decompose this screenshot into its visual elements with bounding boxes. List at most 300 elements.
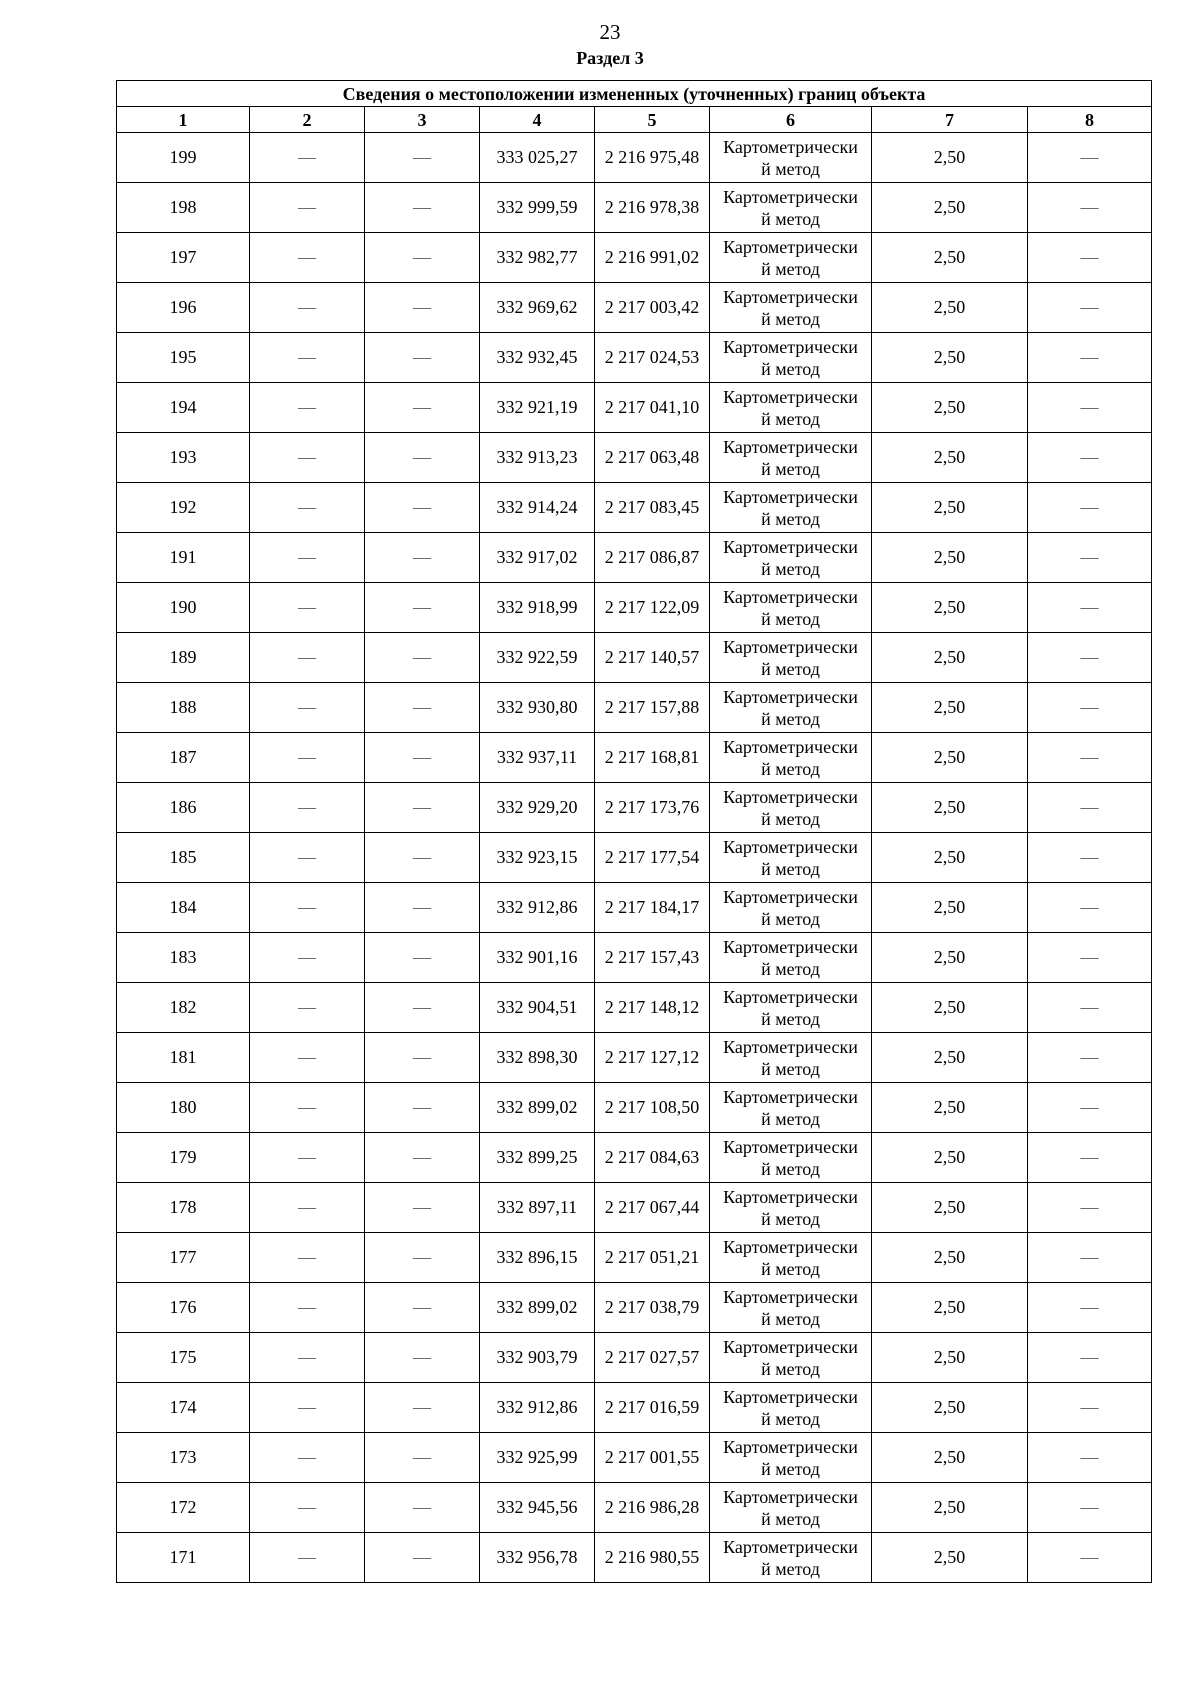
precision-cell: 2,50 bbox=[872, 183, 1028, 233]
empty-value-cell: — bbox=[365, 333, 480, 383]
method-line: й метод bbox=[761, 1508, 820, 1529]
method-line: й метод bbox=[761, 1308, 820, 1329]
empty-value-cell: — bbox=[250, 1283, 365, 1333]
coordinate-x-cell: 332 929,20 bbox=[480, 783, 595, 833]
empty-value-cell: — bbox=[1028, 733, 1152, 783]
method-line: Картометрически bbox=[723, 486, 858, 507]
column-header-row bbox=[117, 107, 1152, 133]
empty-value-cell: — bbox=[365, 833, 480, 883]
point-number-cell: 199 bbox=[117, 133, 250, 183]
table-row bbox=[117, 1283, 1152, 1333]
empty-value-cell: — bbox=[1028, 683, 1152, 733]
coordinate-x-cell: 332 922,59 bbox=[480, 633, 595, 683]
method-line: Картометрически bbox=[723, 1236, 858, 1257]
point-number-cell: 173 bbox=[117, 1433, 250, 1483]
table-row bbox=[117, 333, 1152, 383]
empty-value-cell: — bbox=[365, 533, 480, 583]
coordinate-x-cell: 332 918,99 bbox=[480, 583, 595, 633]
method-cell bbox=[710, 833, 872, 883]
coordinate-y-cell: 2 217 157,43 bbox=[595, 933, 710, 983]
empty-value-cell: — bbox=[365, 733, 480, 783]
empty-value-cell: — bbox=[1028, 833, 1152, 883]
method-line: Картометрически bbox=[723, 636, 858, 657]
method-cell bbox=[710, 233, 872, 283]
precision-cell: 2,50 bbox=[872, 533, 1028, 583]
method-line: Картометрически bbox=[723, 536, 858, 557]
method-cell bbox=[710, 283, 872, 333]
empty-value-cell: — bbox=[365, 1283, 480, 1333]
empty-value-cell: — bbox=[1028, 583, 1152, 633]
method-line: й метод bbox=[761, 408, 820, 429]
empty-value-cell: — bbox=[250, 133, 365, 183]
method-line: Картометрически bbox=[723, 336, 858, 357]
method-line: й метод bbox=[761, 458, 820, 479]
page-number: 23 bbox=[599, 20, 621, 44]
empty-value-cell: — bbox=[1028, 1283, 1152, 1333]
coordinate-y-cell: 2 217 038,79 bbox=[595, 1283, 710, 1333]
column-header: 6 bbox=[710, 107, 872, 133]
table-row bbox=[117, 233, 1152, 283]
method-cell bbox=[710, 1083, 872, 1133]
coordinate-x-cell: 332 923,15 bbox=[480, 833, 595, 883]
empty-value-cell: — bbox=[250, 1033, 365, 1083]
precision-cell: 2,50 bbox=[872, 1033, 1028, 1083]
table-row bbox=[117, 683, 1152, 733]
method-line: й метод bbox=[761, 158, 820, 179]
empty-value-cell: — bbox=[250, 1083, 365, 1133]
empty-value-cell: — bbox=[1028, 1533, 1152, 1583]
method-cell bbox=[710, 1133, 872, 1183]
empty-value-cell: — bbox=[1028, 783, 1152, 833]
point-number-cell: 175 bbox=[117, 1333, 250, 1383]
method-cell bbox=[710, 183, 872, 233]
method-line: Картометрически bbox=[723, 936, 858, 957]
point-number-cell: 185 bbox=[117, 833, 250, 883]
coordinate-x-cell: 332 956,78 bbox=[480, 1533, 595, 1583]
method-line: й метод bbox=[761, 358, 820, 379]
method-line: Картометрически bbox=[723, 236, 858, 257]
empty-value-cell: — bbox=[1028, 183, 1152, 233]
empty-value-cell: — bbox=[250, 433, 365, 483]
precision-cell: 2,50 bbox=[872, 1283, 1028, 1333]
table-row bbox=[117, 783, 1152, 833]
table-row bbox=[117, 533, 1152, 583]
table-row bbox=[117, 1133, 1152, 1183]
coordinate-x-cell: 332 912,86 bbox=[480, 883, 595, 933]
point-number-cell: 181 bbox=[117, 1033, 250, 1083]
method-cell bbox=[710, 733, 872, 783]
precision-cell: 2,50 bbox=[872, 1433, 1028, 1483]
method-line: Картометрически bbox=[723, 186, 858, 207]
method-cell bbox=[710, 933, 872, 983]
empty-value-cell: — bbox=[1028, 1083, 1152, 1133]
empty-value-cell: — bbox=[250, 533, 365, 583]
empty-value-cell: — bbox=[1028, 533, 1152, 583]
table-row bbox=[117, 283, 1152, 333]
coordinate-y-cell: 2 217 122,09 bbox=[595, 583, 710, 633]
point-number-cell: 182 bbox=[117, 983, 250, 1033]
method-line: й метод bbox=[761, 658, 820, 679]
coordinate-y-cell: 2 217 148,12 bbox=[595, 983, 710, 1033]
table-row bbox=[117, 1033, 1152, 1083]
coordinate-y-cell: 2 217 063,48 bbox=[595, 433, 710, 483]
coordinate-y-cell: 2 217 001,55 bbox=[595, 1433, 710, 1483]
point-number-cell: 194 bbox=[117, 383, 250, 433]
method-line: й метод bbox=[761, 208, 820, 229]
empty-value-cell: — bbox=[365, 1433, 480, 1483]
coordinate-y-cell: 2 216 978,38 bbox=[595, 183, 710, 233]
empty-value-cell: — bbox=[1028, 283, 1152, 333]
method-line: й метод bbox=[761, 758, 820, 779]
method-cell bbox=[710, 1383, 872, 1433]
table-row bbox=[117, 733, 1152, 783]
table-caption: Сведения о местоположении измененных (уточненных) границ объекта bbox=[117, 81, 1152, 107]
method-cell bbox=[710, 483, 872, 533]
table-row bbox=[117, 633, 1152, 683]
empty-value-cell: — bbox=[365, 1133, 480, 1183]
table-row bbox=[117, 833, 1152, 883]
precision-cell: 2,50 bbox=[872, 283, 1028, 333]
precision-cell: 2,50 bbox=[872, 933, 1028, 983]
empty-value-cell: — bbox=[250, 683, 365, 733]
table-row bbox=[117, 933, 1152, 983]
precision-cell: 2,50 bbox=[872, 633, 1028, 683]
coordinate-x-cell: 332 930,80 bbox=[480, 683, 595, 733]
coordinate-y-cell: 2 216 986,28 bbox=[595, 1483, 710, 1533]
point-number-cell: 176 bbox=[117, 1283, 250, 1333]
empty-value-cell: — bbox=[365, 1033, 480, 1083]
precision-cell: 2,50 bbox=[872, 483, 1028, 533]
coordinate-x-cell: 332 898,30 bbox=[480, 1033, 595, 1083]
precision-cell: 2,50 bbox=[872, 1133, 1028, 1183]
coordinate-x-cell: 332 925,99 bbox=[480, 1433, 595, 1483]
column-header: 8 bbox=[1028, 107, 1152, 133]
empty-value-cell: — bbox=[250, 1483, 365, 1533]
method-line: й метод bbox=[761, 558, 820, 579]
precision-cell: 2,50 bbox=[872, 133, 1028, 183]
method-cell bbox=[710, 333, 872, 383]
precision-cell: 2,50 bbox=[872, 783, 1028, 833]
column-header: 2 bbox=[250, 107, 365, 133]
precision-cell: 2,50 bbox=[872, 583, 1028, 633]
method-line: Картометрически bbox=[723, 1336, 858, 1357]
coordinate-x-cell: 332 914,24 bbox=[480, 483, 595, 533]
method-line: й метод bbox=[761, 708, 820, 729]
table-row bbox=[117, 583, 1152, 633]
table-row bbox=[117, 383, 1152, 433]
empty-value-cell: — bbox=[365, 1533, 480, 1583]
table-row bbox=[117, 483, 1152, 533]
method-line: й метод bbox=[761, 908, 820, 929]
point-number-cell: 192 bbox=[117, 483, 250, 533]
empty-value-cell: — bbox=[1028, 1133, 1152, 1183]
point-number-cell: 183 bbox=[117, 933, 250, 983]
coordinate-x-cell: 332 903,79 bbox=[480, 1333, 595, 1383]
empty-value-cell: — bbox=[250, 1233, 365, 1283]
empty-value-cell: — bbox=[1028, 883, 1152, 933]
method-line: й метод bbox=[761, 808, 820, 829]
coordinate-y-cell: 2 217 051,21 bbox=[595, 1233, 710, 1283]
empty-value-cell: — bbox=[1028, 133, 1152, 183]
empty-value-cell: — bbox=[1028, 1233, 1152, 1283]
empty-value-cell: — bbox=[250, 483, 365, 533]
empty-value-cell: — bbox=[250, 1333, 365, 1383]
point-number-cell: 178 bbox=[117, 1183, 250, 1233]
coordinate-x-cell: 332 899,02 bbox=[480, 1283, 595, 1333]
precision-cell: 2,50 bbox=[872, 433, 1028, 483]
empty-value-cell: — bbox=[250, 583, 365, 633]
method-line: Картометрически bbox=[723, 1186, 858, 1207]
empty-value-cell: — bbox=[365, 1333, 480, 1383]
method-line: Картометрически bbox=[723, 1286, 858, 1307]
method-cell bbox=[710, 1433, 872, 1483]
point-number-cell: 190 bbox=[117, 583, 250, 633]
table-row bbox=[117, 133, 1152, 183]
method-cell bbox=[710, 133, 872, 183]
method-line: Картометрически bbox=[723, 1036, 858, 1057]
method-cell bbox=[710, 383, 872, 433]
method-cell bbox=[710, 1483, 872, 1533]
coordinate-y-cell: 2 216 991,02 bbox=[595, 233, 710, 283]
method-line: й метод bbox=[761, 508, 820, 529]
method-line: Картометрически bbox=[723, 1386, 858, 1407]
method-line: й метод bbox=[761, 958, 820, 979]
method-line: Картометрически bbox=[723, 436, 858, 457]
method-line: й метод bbox=[761, 1058, 820, 1079]
coordinate-x-cell: 332 897,11 bbox=[480, 1183, 595, 1233]
empty-value-cell: — bbox=[250, 233, 365, 283]
column-header: 5 bbox=[595, 107, 710, 133]
column-header: 7 bbox=[872, 107, 1028, 133]
method-line: Картометрически bbox=[723, 836, 858, 857]
empty-value-cell: — bbox=[365, 983, 480, 1033]
point-number-cell: 172 bbox=[117, 1483, 250, 1533]
empty-value-cell: — bbox=[365, 1483, 480, 1533]
method-cell bbox=[710, 1533, 872, 1583]
coordinate-y-cell: 2 217 027,57 bbox=[595, 1333, 710, 1383]
precision-cell: 2,50 bbox=[872, 833, 1028, 883]
coordinate-y-cell: 2 217 140,57 bbox=[595, 633, 710, 683]
method-line: й метод bbox=[761, 258, 820, 279]
coordinate-x-cell: 332 912,86 bbox=[480, 1383, 595, 1433]
coordinate-x-cell: 332 904,51 bbox=[480, 983, 595, 1033]
method-cell bbox=[710, 1033, 872, 1083]
precision-cell: 2,50 bbox=[872, 983, 1028, 1033]
coordinate-x-cell: 332 901,16 bbox=[480, 933, 595, 983]
coordinate-x-cell: 332 932,45 bbox=[480, 333, 595, 383]
point-number-cell: 177 bbox=[117, 1233, 250, 1283]
empty-value-cell: — bbox=[365, 933, 480, 983]
empty-value-cell: — bbox=[250, 283, 365, 333]
precision-cell: 2,50 bbox=[872, 683, 1028, 733]
point-number-cell: 180 bbox=[117, 1083, 250, 1133]
table-row bbox=[117, 1533, 1152, 1583]
method-cell bbox=[710, 783, 872, 833]
precision-cell: 2,50 bbox=[872, 1383, 1028, 1433]
method-line: й метод bbox=[761, 1008, 820, 1029]
point-number-cell: 184 bbox=[117, 883, 250, 933]
method-line: Картометрически bbox=[723, 886, 858, 907]
empty-value-cell: — bbox=[250, 183, 365, 233]
empty-value-cell: — bbox=[365, 483, 480, 533]
precision-cell: 2,50 bbox=[872, 1183, 1028, 1233]
coordinate-y-cell: 2 217 108,50 bbox=[595, 1083, 710, 1133]
method-line: Картометрически bbox=[723, 386, 858, 407]
coordinate-y-cell: 2 216 980,55 bbox=[595, 1533, 710, 1583]
method-cell bbox=[710, 633, 872, 683]
precision-cell: 2,50 bbox=[872, 333, 1028, 383]
empty-value-cell: — bbox=[250, 333, 365, 383]
method-line: й метод bbox=[761, 1108, 820, 1129]
method-line: й метод bbox=[761, 1208, 820, 1229]
point-number-cell: 191 bbox=[117, 533, 250, 583]
coordinate-y-cell: 2 217 127,12 bbox=[595, 1033, 710, 1083]
point-number-cell: 186 bbox=[117, 783, 250, 833]
empty-value-cell: — bbox=[1028, 933, 1152, 983]
method-cell bbox=[710, 683, 872, 733]
table-row bbox=[117, 1483, 1152, 1533]
table-row bbox=[117, 983, 1152, 1033]
point-number-cell: 193 bbox=[117, 433, 250, 483]
empty-value-cell: — bbox=[1028, 333, 1152, 383]
precision-cell: 2,50 bbox=[872, 1083, 1028, 1133]
method-line: й метод bbox=[761, 608, 820, 629]
method-line: й метод bbox=[761, 1558, 820, 1579]
method-line: Картометрически bbox=[723, 736, 858, 757]
empty-value-cell: — bbox=[1028, 433, 1152, 483]
empty-value-cell: — bbox=[365, 433, 480, 483]
empty-value-cell: — bbox=[1028, 1033, 1152, 1083]
empty-value-cell: — bbox=[365, 633, 480, 683]
precision-cell: 2,50 bbox=[872, 233, 1028, 283]
coordinate-y-cell: 2 217 173,76 bbox=[595, 783, 710, 833]
empty-value-cell: — bbox=[365, 283, 480, 333]
coordinate-x-cell: 332 913,23 bbox=[480, 433, 595, 483]
coordinate-x-cell: 333 025,27 bbox=[480, 133, 595, 183]
method-line: й метод bbox=[761, 308, 820, 329]
section-title: Раздел 3 bbox=[576, 48, 644, 68]
coordinate-y-cell: 2 217 016,59 bbox=[595, 1383, 710, 1433]
method-line: Картометрически bbox=[723, 986, 858, 1007]
method-line: Картометрически bbox=[723, 286, 858, 307]
coordinate-y-cell: 2 216 975,48 bbox=[595, 133, 710, 183]
empty-value-cell: — bbox=[365, 1083, 480, 1133]
method-line: й метод bbox=[761, 1408, 820, 1429]
empty-value-cell: — bbox=[365, 133, 480, 183]
empty-value-cell: — bbox=[1028, 383, 1152, 433]
coordinate-x-cell: 332 937,11 bbox=[480, 733, 595, 783]
method-cell bbox=[710, 1333, 872, 1383]
coordinate-y-cell: 2 217 168,81 bbox=[595, 733, 710, 783]
precision-cell: 2,50 bbox=[872, 883, 1028, 933]
method-cell bbox=[710, 883, 872, 933]
method-line: Картометрически bbox=[723, 786, 858, 807]
empty-value-cell: — bbox=[250, 1533, 365, 1583]
point-number-cell: 187 bbox=[117, 733, 250, 783]
coordinate-x-cell: 332 899,02 bbox=[480, 1083, 595, 1133]
method-line: й метод bbox=[761, 858, 820, 879]
empty-value-cell: — bbox=[1028, 483, 1152, 533]
coordinate-y-cell: 2 217 024,53 bbox=[595, 333, 710, 383]
method-line: Картометрически bbox=[723, 586, 858, 607]
empty-value-cell: — bbox=[250, 733, 365, 783]
table-row bbox=[117, 183, 1152, 233]
point-number-cell: 195 bbox=[117, 333, 250, 383]
method-cell bbox=[710, 1283, 872, 1333]
empty-value-cell: — bbox=[250, 1133, 365, 1183]
table-row bbox=[117, 1433, 1152, 1483]
method-line: Картометрически bbox=[723, 1536, 858, 1557]
empty-value-cell: — bbox=[250, 1433, 365, 1483]
empty-value-cell: — bbox=[1028, 1433, 1152, 1483]
empty-value-cell: — bbox=[1028, 1333, 1152, 1383]
method-line: й метод bbox=[761, 1458, 820, 1479]
coordinate-x-cell: 332 899,25 bbox=[480, 1133, 595, 1183]
table-caption-row bbox=[117, 81, 1152, 107]
coordinate-y-cell: 2 217 184,17 bbox=[595, 883, 710, 933]
empty-value-cell: — bbox=[365, 1183, 480, 1233]
method-line: Картометрически bbox=[723, 1136, 858, 1157]
method-line: Картометрически bbox=[723, 136, 858, 157]
method-line: Картометрически bbox=[723, 1086, 858, 1107]
empty-value-cell: — bbox=[365, 883, 480, 933]
method-cell bbox=[710, 583, 872, 633]
precision-cell: 2,50 bbox=[872, 1233, 1028, 1283]
point-number-cell: 189 bbox=[117, 633, 250, 683]
coordinate-y-cell: 2 217 086,87 bbox=[595, 533, 710, 583]
empty-value-cell: — bbox=[1028, 1183, 1152, 1233]
coordinate-x-cell: 332 896,15 bbox=[480, 1233, 595, 1283]
method-line: й метод bbox=[761, 1358, 820, 1379]
coordinate-y-cell: 2 217 083,45 bbox=[595, 483, 710, 533]
empty-value-cell: — bbox=[250, 983, 365, 1033]
method-line: Картометрически bbox=[723, 686, 858, 707]
point-number-cell: 197 bbox=[117, 233, 250, 283]
empty-value-cell: — bbox=[1028, 1383, 1152, 1433]
method-cell bbox=[710, 1183, 872, 1233]
coordinate-y-cell: 2 217 177,54 bbox=[595, 833, 710, 883]
empty-value-cell: — bbox=[365, 1233, 480, 1283]
empty-value-cell: — bbox=[1028, 633, 1152, 683]
point-number-cell: 196 bbox=[117, 283, 250, 333]
coordinate-y-cell: 2 217 041,10 bbox=[595, 383, 710, 433]
empty-value-cell: — bbox=[250, 383, 365, 433]
column-header: 4 bbox=[480, 107, 595, 133]
coordinate-x-cell: 332 917,02 bbox=[480, 533, 595, 583]
table-row bbox=[117, 1183, 1152, 1233]
precision-cell: 2,50 bbox=[872, 383, 1028, 433]
empty-value-cell: — bbox=[1028, 983, 1152, 1033]
empty-value-cell: — bbox=[365, 383, 480, 433]
point-number-cell: 198 bbox=[117, 183, 250, 233]
column-header: 3 bbox=[365, 107, 480, 133]
precision-cell: 2,50 bbox=[872, 1533, 1028, 1583]
empty-value-cell: — bbox=[250, 1383, 365, 1433]
empty-value-cell: — bbox=[250, 783, 365, 833]
coordinate-y-cell: 2 217 157,88 bbox=[595, 683, 710, 733]
point-number-cell: 174 bbox=[117, 1383, 250, 1433]
empty-value-cell: — bbox=[365, 1383, 480, 1433]
empty-value-cell: — bbox=[365, 583, 480, 633]
method-line: Картометрически bbox=[723, 1486, 858, 1507]
boundary-coordinates-table bbox=[116, 80, 1152, 1583]
coordinate-x-cell: 332 969,62 bbox=[480, 283, 595, 333]
empty-value-cell: — bbox=[1028, 1483, 1152, 1533]
table-row bbox=[117, 433, 1152, 483]
coordinate-y-cell: 2 217 084,63 bbox=[595, 1133, 710, 1183]
empty-value-cell: — bbox=[1028, 233, 1152, 283]
point-number-cell: 171 bbox=[117, 1533, 250, 1583]
